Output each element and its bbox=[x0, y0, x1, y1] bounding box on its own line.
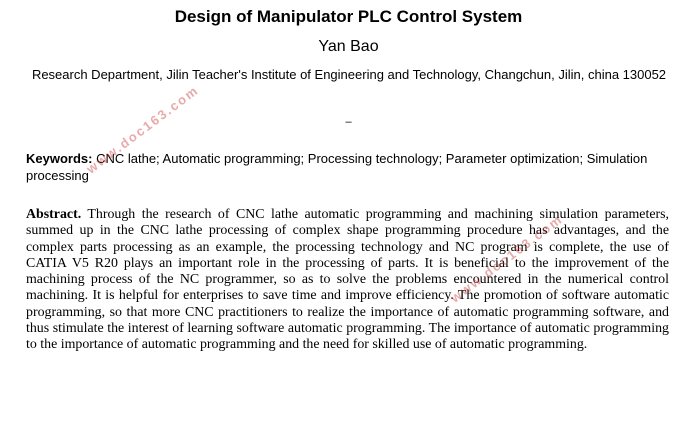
keywords-section bbox=[26, 150, 671, 184]
paper-title: Design of Manipulator PLC Control System bbox=[174, 7, 523, 26]
section-separator: – bbox=[345, 116, 352, 128]
author-affiliation: Research Department, Jilin Teacher's Institute of Engineering and Technology, Changchun, Jilin, china 130052 bbox=[31, 67, 667, 82]
author-name: Yan Bao bbox=[318, 38, 379, 55]
abstract-section bbox=[26, 207, 669, 354]
abstract-label: Abstract. bbox=[26, 207, 82, 222]
watermark: www.doc163.com bbox=[447, 211, 566, 306]
abstract-text: Through the research of CNC lathe automatic programming and machining simulation parameters, summed up in the CNC lathe processing of complex shape programming procedure has advantages, and the complex parts processing as an example, the processing technology and NC program is complete, the use of CATIA V5 R20 plays an important role in the processing of parts. It is beneficial to the improvement of the machining process of the NC programmer, so as to solve the problems encountered in the numerical control machining. It is helpful for enterprises to save time and improve efficiency. The promotion of software automatic programming, so that more CNC practitioners to realize the importance of automatic programming software, and thus stimulate the interest of learning software automatic programming. The importance of automatic programming to the importance of automatic programming and the need for skilled use of automatic programming. bbox=[26, 207, 669, 353]
keywords-text: CNC lathe; Automatic programming; Processing technology; Parameter optimization; Simulation processing bbox=[26, 151, 648, 183]
watermark: www.doc163.com bbox=[83, 82, 202, 177]
keywords-label: Keywords: bbox=[26, 151, 93, 166]
